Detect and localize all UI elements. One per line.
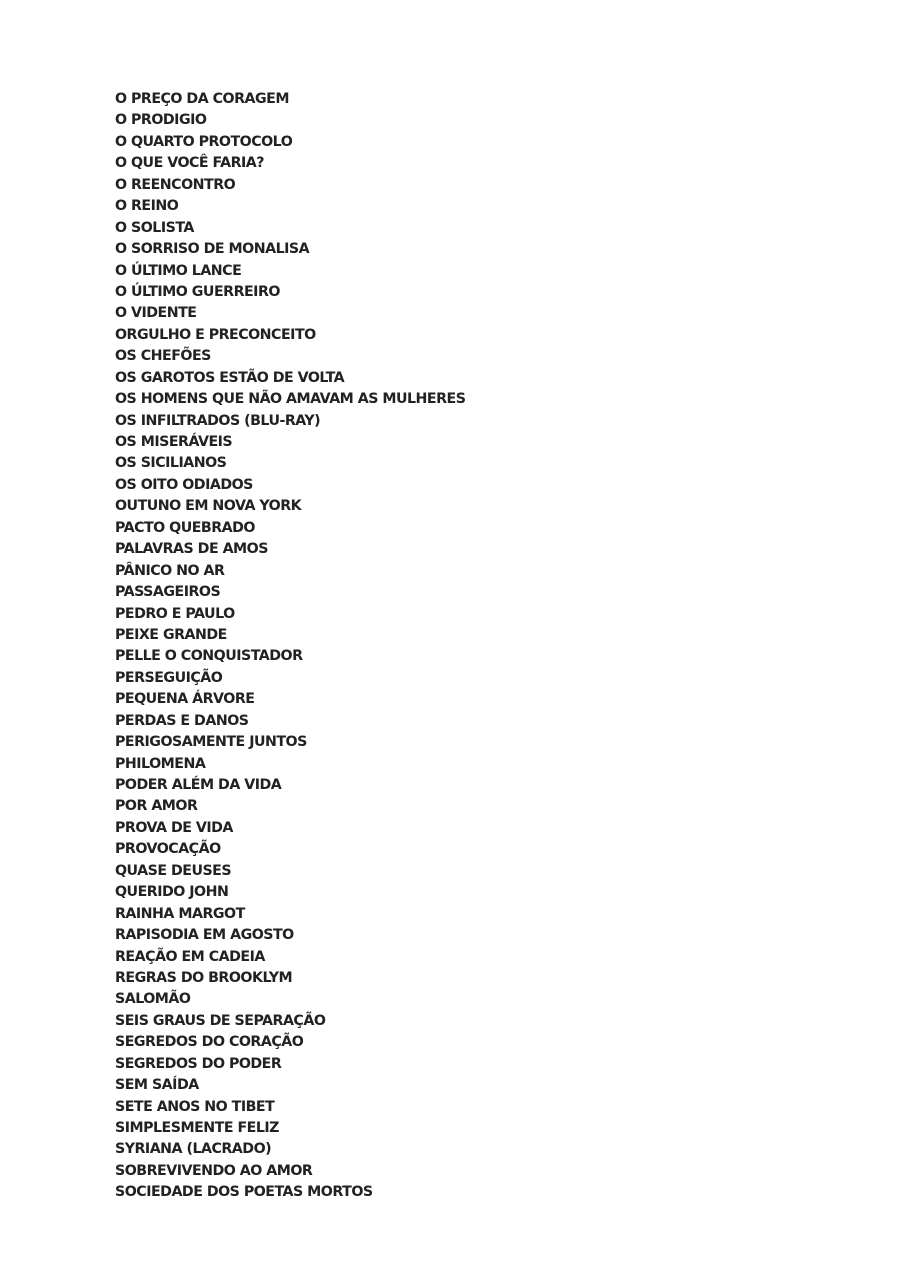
movie-title-list (115, 89, 465, 1204)
list-item: OUTUNO EM NOVA YORK (115, 498, 302, 515)
list-item: PALAVRAS DE AMOS (115, 541, 268, 558)
list-item: O VIDENTE (115, 305, 197, 322)
list-item: SALOMÃO (115, 991, 191, 1008)
list-item: PASSAGEIROS (115, 584, 221, 601)
list-item: OS MISERÁVEIS (115, 434, 233, 450)
list-item: O ÚLTIMO LANCE (115, 262, 242, 279)
list-item: PÂNICO NO AR (115, 562, 225, 579)
list-item: PACTO QUEBRADO (115, 519, 255, 536)
list-item: ORGULHO E PRECONCEITO (115, 326, 316, 343)
list-item: OS HOMENS QUE NÃO AMAVAM AS MULHERES (115, 391, 466, 408)
list-item: SOCIEDADE DOS POETAS MORTOS (115, 1184, 373, 1201)
list-item: O REENCONTRO (115, 176, 236, 193)
list-item: SETE ANOS NO TIBET (115, 1098, 275, 1115)
list-item: PEIXE GRANDE (115, 626, 227, 643)
list-item: OS CHEFÕES (115, 348, 211, 365)
list-item: SEGREDOS DO CORAÇÃO (115, 1034, 304, 1051)
list-item: OS INFILTRADOS (BLU-RAY) (115, 412, 321, 429)
list-item: PERSEGUIÇÃO (115, 669, 223, 686)
list-item: PROVA DE VIDA (115, 819, 233, 836)
list-item: PERDAS E DANOS (115, 712, 249, 729)
list-item: SEIS GRAUS DE SEPARAÇÃO (115, 1012, 326, 1029)
list-item: PHILOMENA (115, 755, 206, 772)
list-item: OS GAROTOS ESTÃO DE VOLTA (115, 369, 345, 386)
list-item: PODER ALÉM DA VIDA (115, 777, 282, 793)
list-item: O REINO (115, 198, 179, 215)
list-item: SOBREVIVENDO AO AMOR (115, 1162, 313, 1179)
list-item: O QUARTO PROTOCOLO (115, 133, 293, 150)
list-item: REGRAS DO BROOKLYM (115, 969, 293, 986)
list-item: O PRODIGIO (115, 112, 207, 129)
list-item: PELLE O CONQUISTADOR (115, 648, 303, 665)
list-item: PROVOCAÇÃO (115, 841, 221, 858)
list-item: PEQUENA ÁRVORE (115, 691, 255, 708)
list-item: O ÚLTIMO GUERREIRO (115, 283, 280, 300)
list-item: PERIGOSAMENTE JUNTOS (115, 734, 307, 751)
list-item: RAPISODIA EM AGOSTO (115, 927, 294, 944)
list-item: O SOLISTA (115, 219, 194, 236)
list-item: QUASE DEUSES (115, 862, 232, 879)
list-item: SEM SAÍDA (115, 1077, 199, 1094)
list-item: RAINHA MARGOT (115, 905, 245, 922)
list-item: OS OITO ODIADOS (115, 476, 253, 493)
list-item: O QUE VOCÊ FARIA? (115, 155, 265, 172)
list-item: QUERIDO JOHN (115, 884, 229, 901)
list-item: O SORRISO DE MONALISA (115, 241, 310, 258)
list-item: OS SICILIANOS (115, 455, 227, 472)
list-item: SEGREDOS DO PODER (115, 1055, 282, 1072)
list-item: REAÇÃO EM CADEIA (115, 948, 265, 965)
list-item: PEDRO E PAULO (115, 605, 235, 622)
list-item: O PREÇO DA CORAGEM (115, 91, 289, 107)
list-item: POR AMOR (115, 798, 198, 815)
list-item: SIMPLESMENTE FELIZ (115, 1120, 279, 1136)
list-item: SYRIANA (LACRADO) (115, 1141, 272, 1158)
